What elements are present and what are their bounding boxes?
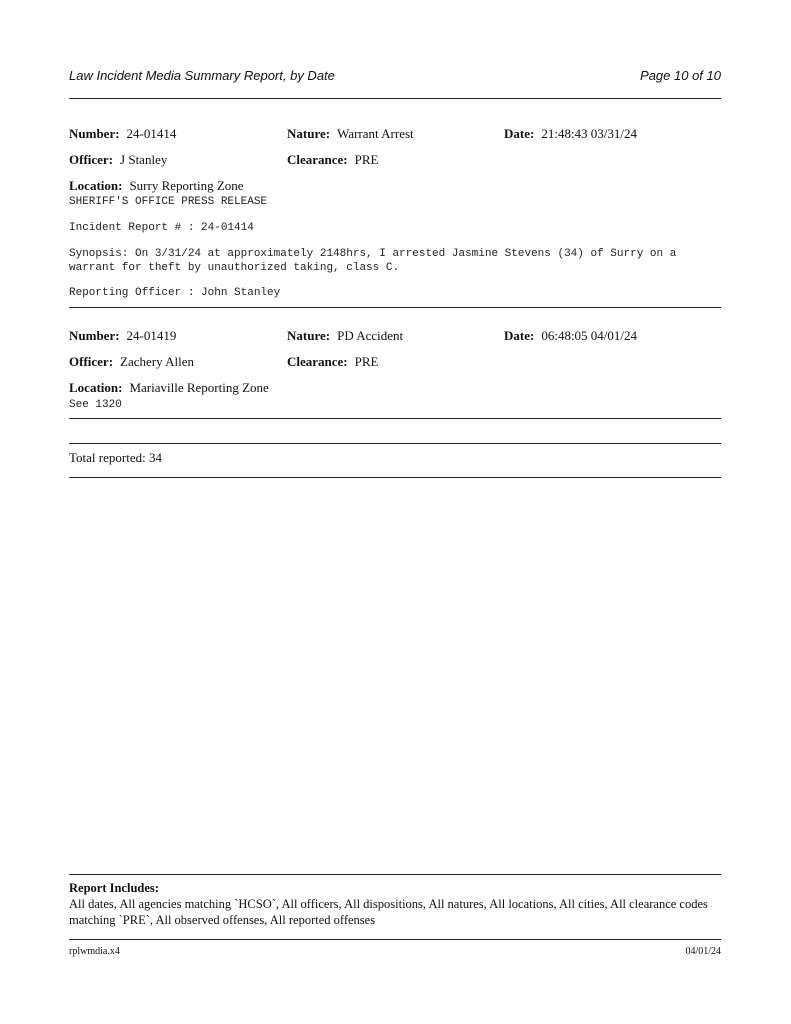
location-label: Location: (69, 380, 123, 395)
narrative-line: SHERIFF'S OFFICE PRESS RELEASE (69, 196, 268, 208)
incident-number (69, 328, 176, 344)
report-includes-text: All dates, All agencies matching `HCSO`, All officers, All dispositions, All natures, All locations, All cities, All clearance codes matching `PRE`, All observed offenses, All reported offenses (69, 897, 708, 927)
footer-divider-bottom (69, 939, 721, 940)
page-indicator: Page 10 of 10 (640, 68, 721, 83)
incident-number (69, 126, 176, 142)
incident-date (504, 126, 637, 142)
number-label: Number: (69, 126, 120, 141)
date-value: 06:48:05 04/01/24 (541, 328, 638, 343)
clearance-label: Clearance: (287, 354, 348, 369)
location-value: Surry Reporting Zone (129, 178, 244, 193)
officer-label: Officer: (69, 152, 114, 167)
report-title: Law Incident Media Summary Report, by Date (69, 68, 335, 83)
narrative-line: See 1320 (69, 399, 122, 411)
incident-officer (69, 354, 194, 370)
number-label: Number: (69, 328, 120, 343)
date-label: Date: (504, 328, 535, 343)
nature-value: Warrant Arrest (337, 126, 414, 141)
date-label: Date: (504, 126, 535, 141)
print-date: 04/01/24 (685, 946, 721, 957)
narrative-line: Synopsis: On 3/31/24 at approximately 2148hrs, I arrested Jasmine Stevens (34) of Surry on a (69, 248, 677, 260)
program-name: rplwmdia.x4 (69, 946, 120, 957)
number-value: 24-01419 (126, 328, 177, 343)
nature-label: Nature: (287, 328, 331, 343)
incident-location (69, 178, 244, 194)
nature-value: PD Accident (337, 328, 404, 343)
record-divider (69, 307, 721, 308)
narrative-line: Incident Report # : 24-01414 (69, 222, 254, 234)
incident-date (504, 328, 637, 344)
officer-value: Zachery Allen (120, 354, 195, 369)
number-value: 24-01414 (126, 126, 177, 141)
incident-nature (287, 126, 414, 142)
incident-location (69, 380, 269, 396)
header-divider (69, 98, 721, 99)
record-divider (69, 418, 721, 419)
incident-officer (69, 152, 167, 168)
date-value: 21:48:43 03/31/24 (541, 126, 638, 141)
nature-label: Nature: (287, 126, 331, 141)
total-reported: Total reported: 34 (69, 450, 162, 465)
officer-label: Officer: (69, 354, 114, 369)
footer-divider-top (69, 874, 721, 875)
clearance-value: PRE (354, 354, 379, 369)
incident-clearance (287, 354, 378, 370)
report-includes-label: Report Includes: (69, 881, 159, 895)
location-value: Mariaville Reporting Zone (129, 380, 269, 395)
incident-nature (287, 328, 403, 344)
total-divider-bottom (69, 477, 721, 478)
total-divider-top (69, 443, 721, 444)
clearance-value: PRE (354, 152, 379, 167)
clearance-label: Clearance: (287, 152, 348, 167)
location-label: Location: (69, 178, 123, 193)
narrative-line: warrant for theft by unauthorized taking, class C. (69, 262, 400, 274)
officer-value: J Stanley (120, 152, 168, 167)
incident-clearance (287, 152, 378, 168)
narrative-line: Reporting Officer : John Stanley (69, 287, 281, 299)
